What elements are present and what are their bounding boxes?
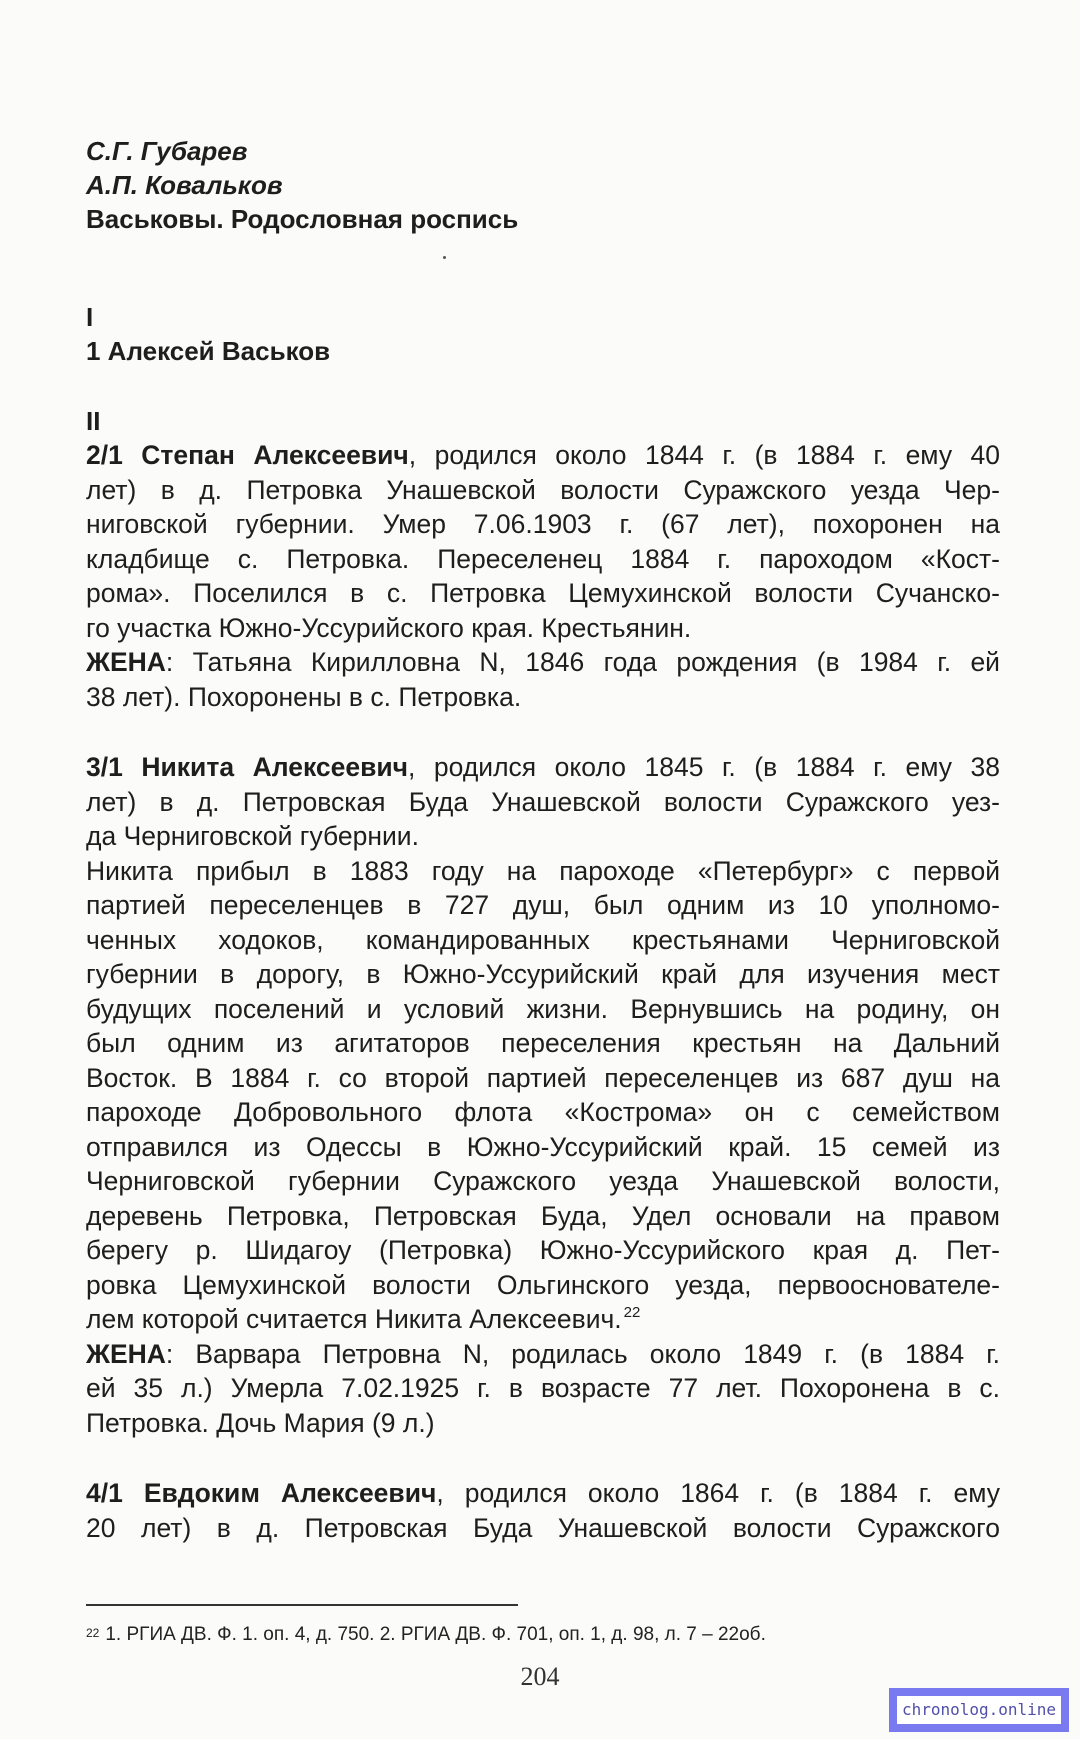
wife-text: : Варвара Петровна N, родилась около 1849 г. (в 1884 г. (165, 1338, 1000, 1369)
entry-nikita-wife-line: ей 35 л.) Умерла 7.02.1925 г. в возрасте 77 лет. Похоронена в с. (86, 1373, 1000, 1403)
page-number: 204 (520, 1662, 560, 1691)
entry-stepan-line: го участка Южно-Уссурийского края. Крестьянин. (86, 612, 692, 643)
entry-nikita-line: партией переселенцев в 727 душ, был одним из 10 уполномо- (86, 890, 1000, 920)
watermark-badge (889, 1688, 1069, 1732)
generation-2-numeral: II (86, 406, 101, 436)
generation-1-numeral: I (86, 302, 94, 332)
author-2: А.П. Ковальков (86, 170, 283, 200)
footnote-divider (86, 1604, 518, 1606)
footnote-text: 1. РГИА ДВ. Ф. 1. оп. 4, д. 750. 2. РГИА ДВ. Ф. 701, оп. 1, д. 98, л. 7 – 22об. (105, 1624, 766, 1645)
entry-stepan-line (86, 438, 1000, 472)
entry-stepan-wife-line: 38 лет). Похоронены в с. Петровка. (86, 681, 522, 712)
entry-nikita-line: пароходе Добровольного флота «Кострома» он с семейством (86, 1097, 1000, 1127)
watermark-text: chronolog.online (897, 1696, 1061, 1724)
footnote-number: 22 (86, 1626, 100, 1640)
entry-nikita-line: деревень Петровка, Петровская Буда, Удел основали на правом (86, 1200, 1000, 1231)
print-speck (443, 256, 446, 259)
entry-nikita-line: будущих поселений и условий жизни. Вернувшись на родину, он (86, 993, 1000, 1024)
entry-nikita-line: Никита прибыл в 1883 году на пароходе «Петербург» с первой (86, 855, 1000, 886)
entry-nikita-name: 3/1 Никита Алексеевич (86, 752, 409, 782)
entry-stepan-line: ниговской губернии. Умер 7.06.1903 г. (67 лет), похоронен на (86, 509, 1000, 539)
entry-text: лем которой считается Никита Алексеевич. (86, 1304, 622, 1334)
entry-nikita-wife (86, 1337, 1000, 1371)
entry-nikita-line: Черниговской губернии Суражского уезда Унашевской волости, (86, 1166, 1000, 1196)
entry-stepan-wife (86, 645, 1000, 679)
entry-text: , родился около 1864 г. (в 1884 г. ему (436, 1478, 1000, 1508)
wife-text: : Татьяна Кирилловна N, 1846 года рождения (в 1984 г. ей (165, 647, 1000, 677)
entry-nikita-line (86, 1302, 1000, 1336)
entry-nikita-line: лет) в д. Петровская Буда Унашевской волости Суражского уез- (86, 786, 1000, 817)
entry-stepan-name: 2/1 Степан Алексеевич (86, 440, 409, 470)
entry-nikita-line: ченных ходоков, командированных крестьянами Черниговской (86, 924, 1000, 955)
article-title: Васьковы. Родословная роспись (86, 204, 519, 234)
entry-nikita-line (86, 750, 1000, 784)
entry-nikita-line: да Черниговской губернии. (86, 821, 419, 851)
entry-nikita-wife-line: Петровка. Дочь Мария (9 л.) (86, 1407, 435, 1438)
entry-nikita-line: губернии в дорогу, в Южно-Уссурийский край для изучения мест (86, 959, 1000, 989)
author-1: С.Г. Губарев (86, 136, 248, 166)
entry-nikita-line: Восток. В 1884 г. со второй партией переселенцев из 687 душ на (86, 1062, 1000, 1093)
entry-stepan-line: лет) в д. Петровка Унашевской волости Суражского уезда Чер- (86, 474, 1000, 505)
entry-evdokim-name: 4/1 Евдоким Алексеевич (86, 1478, 437, 1508)
wife-label: ЖЕНА (86, 647, 166, 677)
generation-1-person: 1 Алексей Васьков (86, 336, 331, 366)
entry-text: , родился около 1845 г. (в 1884 г. ему 38 (408, 752, 1000, 782)
entry-text: , родился около 1844 г. (в 1884 г. ему 40 (408, 440, 1000, 470)
entry-nikita-line: был одним из агитаторов переселения крестьян на Дальний (86, 1028, 1000, 1058)
entry-nikita-line: отправился из Одессы в Южно-Уссурийский край. 15 семей из (86, 1131, 1000, 1162)
entry-evdokim-line (86, 1476, 1000, 1510)
page-body (86, 0, 1000, 1580)
entry-stepan-line: рома». Поселился в с. Петровка Цемухинской волости Сучанско- (86, 578, 1000, 608)
entry-nikita-line: ровка Цемухинской волости Ольгинского уезда, первооснователе- (86, 1269, 1000, 1300)
wife-label: ЖЕНА (86, 1338, 166, 1369)
entry-nikita-line: берегу р. Шидагоу (Петровка) Южно-Уссурийского края д. Пет- (86, 1235, 1000, 1265)
entry-stepan-line: кладбище с. Петровка. Переселенец 1884 г. пароходом «Кост- (86, 543, 1000, 574)
footnote-reference[interactable]: 22 (623, 1304, 641, 1321)
entry-evdokim-line: 20 лет) в д. Петровская Буда Унашевской волости Суражского (86, 1512, 1000, 1543)
footnote (86, 1620, 766, 1650)
